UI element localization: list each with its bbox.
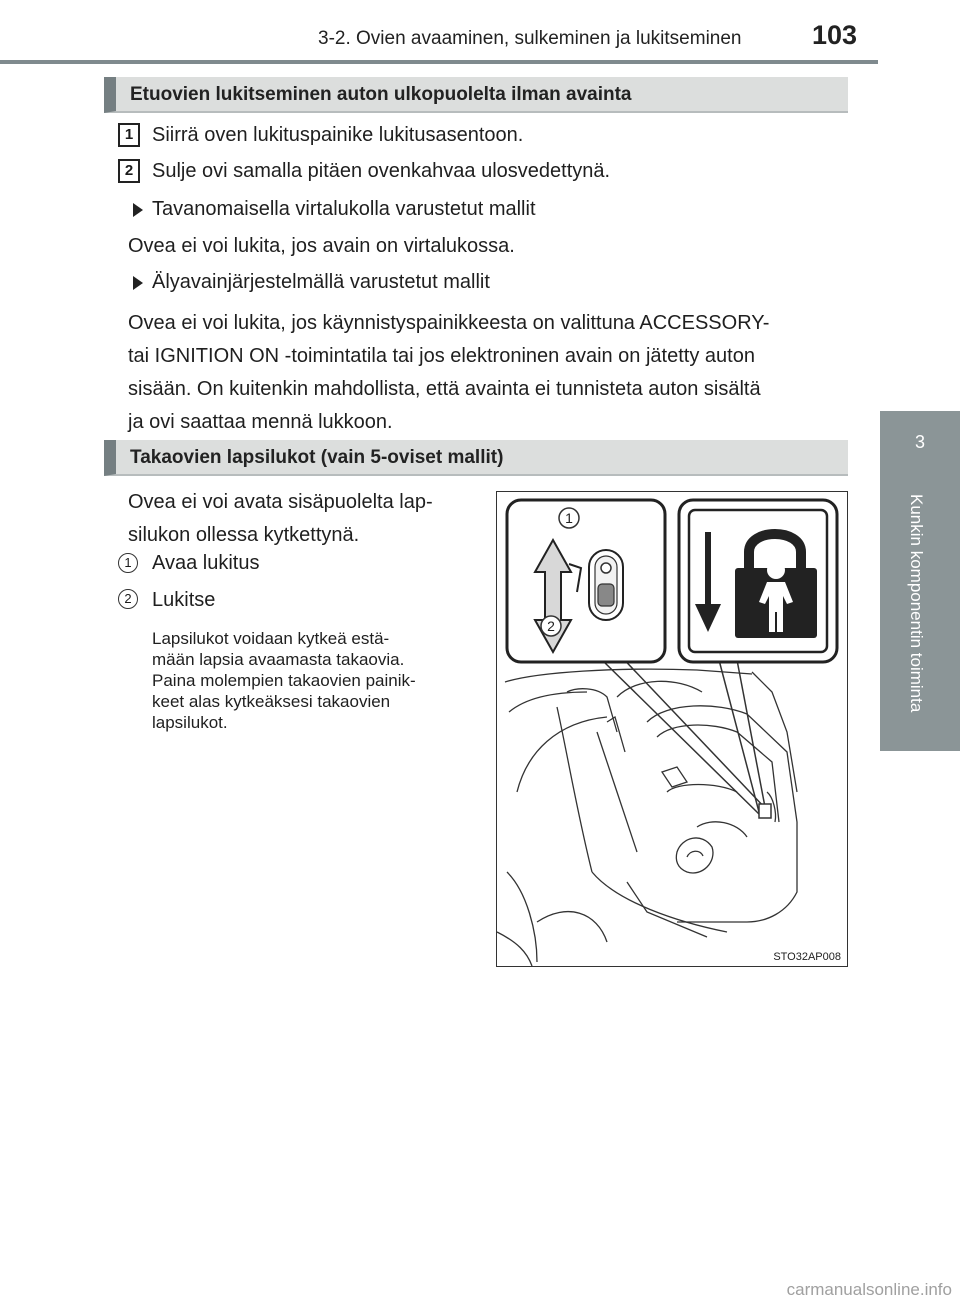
page-number: 103 <box>812 20 858 50</box>
figure-callout-1: 1 <box>565 510 573 526</box>
paragraph-line: Ovea ei voi lukita, jos käynnistyspainikkeesta on valittuna ACCESSORY- <box>128 312 770 334</box>
child-lock-figure <box>496 491 848 967</box>
step-number-box: 2 <box>118 159 140 183</box>
paragraph-line: silukon ollessa kytkettynä. <box>128 524 360 546</box>
paragraph-line: Ovea ei voi avata sisäpuolelta lap- <box>128 491 433 513</box>
item-text: Avaa lukitus <box>152 552 260 574</box>
paragraph-line: ja ovi saattaa mennä lukkoon. <box>128 411 393 433</box>
item-text: Lukitse <box>152 589 216 611</box>
note-line: mään lapsia avaamasta takaovia. <box>152 650 405 669</box>
chapter-title: Kunkin komponentin toiminta <box>907 494 926 713</box>
watermark: carmanualsonline.info <box>786 1280 952 1299</box>
figure-code: STO32AP008 <box>773 951 841 963</box>
car-rear-door-illustration <box>497 492 847 966</box>
child-lock-note <box>152 628 477 733</box>
step-number-box: 1 <box>118 123 140 147</box>
section-title: Etuovien lukitseminen auton ulkopuolelta ilman avainta <box>130 84 632 105</box>
note-line: Lapsilukot voidaan kytkeä estä- <box>152 629 390 648</box>
header-rule <box>0 60 878 64</box>
child-lock-intro <box>128 486 478 552</box>
section-header-child-locks <box>104 440 848 476</box>
triangle-bullet-icon <box>133 276 143 290</box>
triangle-bullet-icon <box>133 203 143 217</box>
variant-text: Ovea ei voi lukita, jos avain on virtalukossa. <box>128 235 515 257</box>
step-text: Sulje ovi samalla pitäen ovenkahvaa ulosvedettynä. <box>152 160 611 182</box>
running-header: 3-2. Ovien avaaminen, sulkeminen ja lukitseminen <box>318 28 742 49</box>
section-title: Takaovien lapsilukot (vain 5-oviset mallit) <box>130 447 504 468</box>
callout-number: 1 <box>118 553 138 573</box>
variant-paragraph <box>128 307 841 439</box>
callout-number: 2 <box>118 589 138 609</box>
paragraph-line: tai IGNITION ON -toimintatila tai jos elektroninen avain on jätetty auton <box>128 345 755 367</box>
note-line: keet alas kytkeäksesi takaovien <box>152 692 391 711</box>
section-header-front-doors <box>104 77 848 113</box>
step-text: Siirrä oven lukituspainike lukitusasentoon. <box>152 124 524 146</box>
note-line: Paina molempien takaovien painik- <box>152 671 416 690</box>
variant-heading: Älyavainjärjestelmällä varustetut mallit <box>152 271 490 293</box>
chapter-number: 3 <box>914 432 925 452</box>
variant-heading: Tavanomaisella virtalukolla varustetut mallit <box>152 198 536 220</box>
note-line: lapsilukot. <box>152 713 228 732</box>
paragraph-line: sisään. On kuitenkin mahdollista, että avainta ei tunnisteta auton sisältä <box>128 378 761 400</box>
figure-callout-2: 2 <box>547 618 555 634</box>
